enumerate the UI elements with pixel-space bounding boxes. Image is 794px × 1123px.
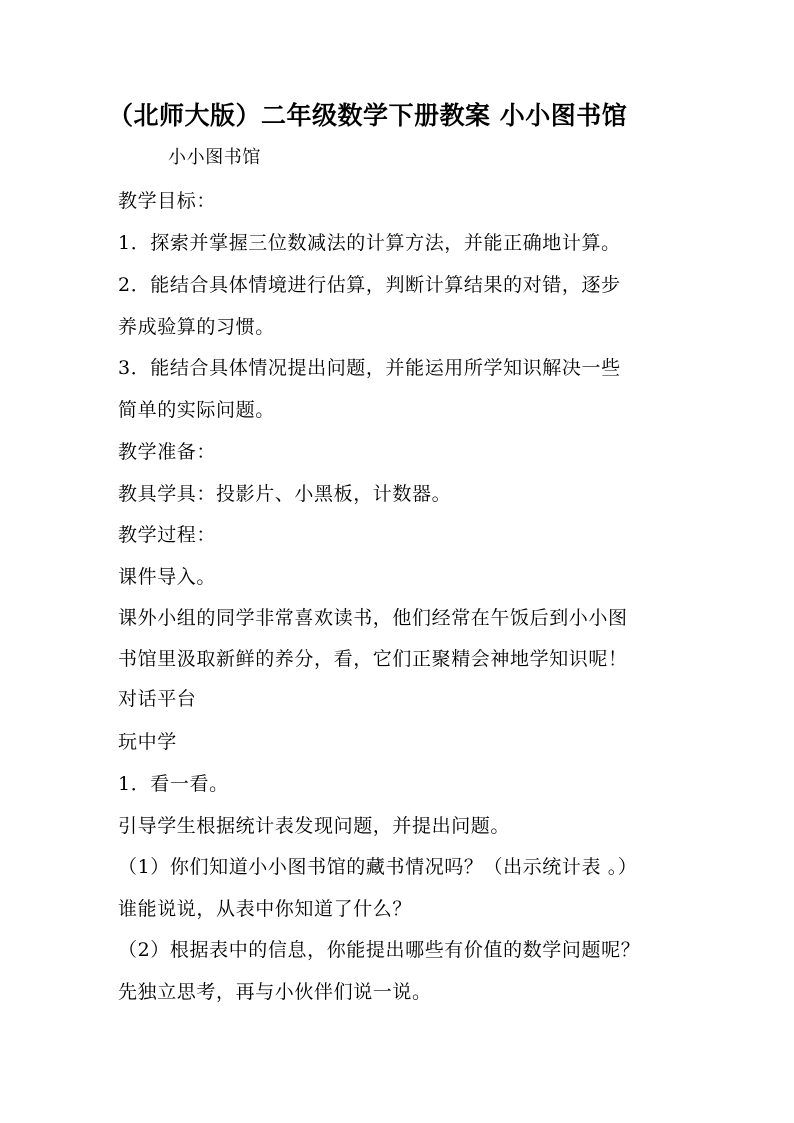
text-line: 书馆里汲取新鲜的养分，看，它们正聚精会神地学知识呢！ bbox=[118, 648, 628, 670]
text-line: 先独立思考，再与小伙伴们说一说。 bbox=[118, 981, 432, 1003]
text-line: 引导学生根据统计表发现问题，并提出问题。 bbox=[118, 815, 511, 837]
text-line: 教学目标： bbox=[118, 190, 217, 212]
text-line: 教学准备： bbox=[118, 441, 217, 463]
text-line: 教具学具：投影片、小黑板，计数器。 bbox=[118, 483, 452, 505]
text-line: 1．探索并掌握三位数减法的计算方法，并能正确地计算。 bbox=[118, 232, 621, 254]
text-line: 玩中学 bbox=[118, 731, 177, 753]
text-line: 3．能结合具体情况提出问题，并能运用所学知识解决一些 bbox=[118, 357, 621, 379]
section-heading: 小小图书馆 bbox=[168, 147, 261, 168]
text-line: 课外小组的同学非常喜欢读书，他们经常在午饭后到小小图 bbox=[118, 607, 628, 629]
text-line: 1．看一看。 bbox=[118, 773, 229, 795]
text-line: 养成验算的习惯。 bbox=[118, 316, 275, 338]
text-line: 对话平台 bbox=[118, 688, 197, 710]
text-line: 教学过程： bbox=[118, 524, 217, 546]
text-line: （2）根据表中的信息，你能提出哪些有价值的数学问题呢？ bbox=[118, 939, 641, 961]
text-line: 2．能结合具体情境进行估算，判断计算结果的对错，逐步 bbox=[118, 274, 621, 296]
text-line: 简单的实际问题。 bbox=[118, 399, 275, 421]
text-line: （1）你们知道小小图书馆的藏书情况吗？（出示统计表 。） bbox=[118, 856, 638, 878]
text-line: 谁能说说，从表中你知道了什么？ bbox=[118, 898, 413, 920]
text-line: 课件导入。 bbox=[118, 566, 217, 588]
document-title: （北师大版）二年级数学下册教案 小小图书馆 bbox=[108, 101, 628, 130]
